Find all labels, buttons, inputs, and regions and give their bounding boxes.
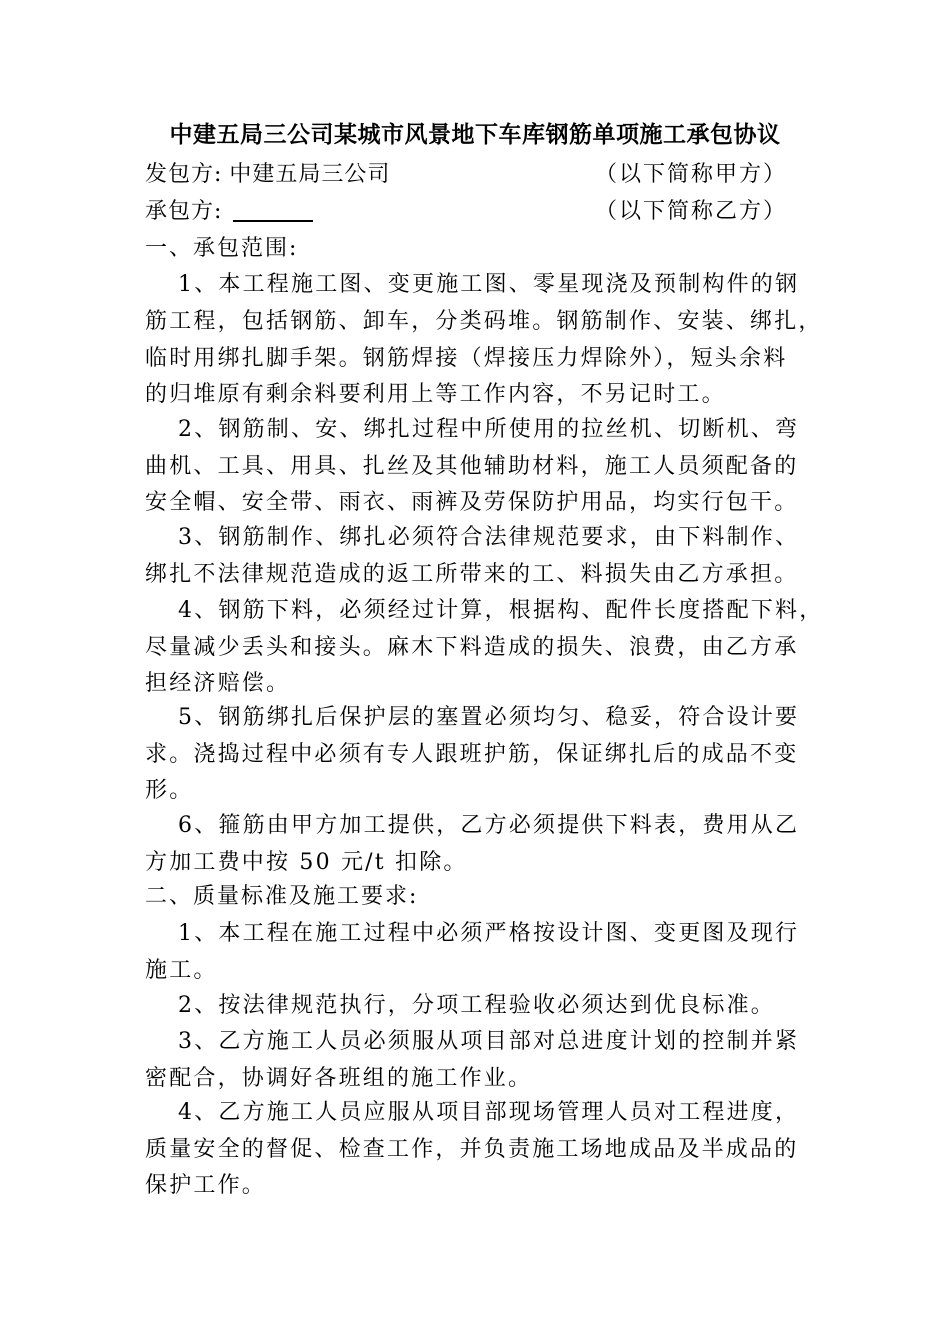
section2-line: 密配合，协调好各班组的施工作业。 [145, 1066, 533, 1091]
section1-line: 尽量减少丢头和接头。麻木下料造成的损失、浪费，由乙方承 [145, 635, 799, 660]
employer-note: （以下简称甲方） [595, 162, 788, 187]
document-title: 中建五局三公司某城市风景地下车库钢筋单项施工承包协议 [169, 121, 781, 148]
section1-line: 6、箍筋由甲方加工提供，乙方必须提供下料表，费用从乙 [178, 813, 800, 838]
section2-line: 施工。 [145, 958, 218, 983]
section1-line: 3、钢筋制作、绑扎必须符合法律规范要求，由下料制作、 [178, 525, 800, 550]
section1-line: 曲机、工具、用具、扎丝及其他辅助材料，施工人员须配备的 [145, 454, 799, 479]
employer-line [145, 157, 805, 193]
section1-line: 求。浇捣过程中必须有专人跟班护筋，保证绑扎后的成品不变 [145, 742, 799, 767]
contractor-blank [233, 194, 313, 222]
section2-line: 3、乙方施工人员必须服从项目部对总进度计划的控制并紧 [178, 1029, 800, 1054]
section1-line: 方加工费中按 50 元/t 扣除。 [145, 850, 468, 875]
section1-line: 筋工程，包括钢筋、卸车，分类码堆。钢筋制作、安装、绑扎， [145, 309, 823, 334]
section1-line: 形。 [145, 778, 194, 803]
section1-line: 2、钢筋制、安、绑扎过程中所使用的拉丝机、切断机、弯 [178, 417, 800, 442]
section1-line: 5、钢筋绑扎后保护层的塞置必须均匀、稳妥，符合设计要 [178, 705, 800, 730]
section1-heading: 一、承包范围: [145, 236, 299, 261]
section1-line: 1、本工程施工图、变更施工图、零星现浇及预制构件的钢 [178, 272, 800, 297]
section1-line: 临时用绑扎脚手架。钢筋焊接（焊接压力焊除外），短头余料 [145, 346, 788, 371]
contractor-note: （以下简称乙方） [595, 199, 788, 224]
section2-line: 质量安全的督促、检查工作，并负责施工场地成品及半成品的 [145, 1137, 799, 1162]
section2-line: 1、本工程在施工过程中必须严格按设计图、变更图及现行 [178, 921, 800, 946]
section2-heading: 二、质量标准及施工要求: [145, 884, 419, 909]
employer-value: 中建五局三公司 [229, 162, 391, 187]
section2-line: 保护工作。 [145, 1173, 267, 1198]
section2-line: 4、乙方施工人员应服从项目部现场管理人员对工程进度， [178, 1100, 800, 1125]
section1-line: 绑扎不法律规范造成的返工所带来的工、料损失由乙方承担。 [145, 562, 799, 587]
section2-line: 2、按法律规范执行，分项工程验收必须达到优良标准。 [178, 993, 775, 1018]
section1-line: 安全帽、安全带、雨衣、雨裤及劳保防护用品，均实行包干。 [145, 490, 799, 515]
contractor-line [145, 194, 805, 230]
section1-line: 担经济赔偿。 [145, 671, 291, 696]
employer-label: 发包方: [145, 162, 223, 187]
section1-line: 4、钢筋下料，必须经过计算，根据构、配件长度搭配下料， [178, 598, 824, 623]
contractor-label: 承包方: [145, 199, 223, 224]
section1-line: 的归堆原有剩余料要利用上等工作内容，不另记时工。 [145, 382, 726, 407]
